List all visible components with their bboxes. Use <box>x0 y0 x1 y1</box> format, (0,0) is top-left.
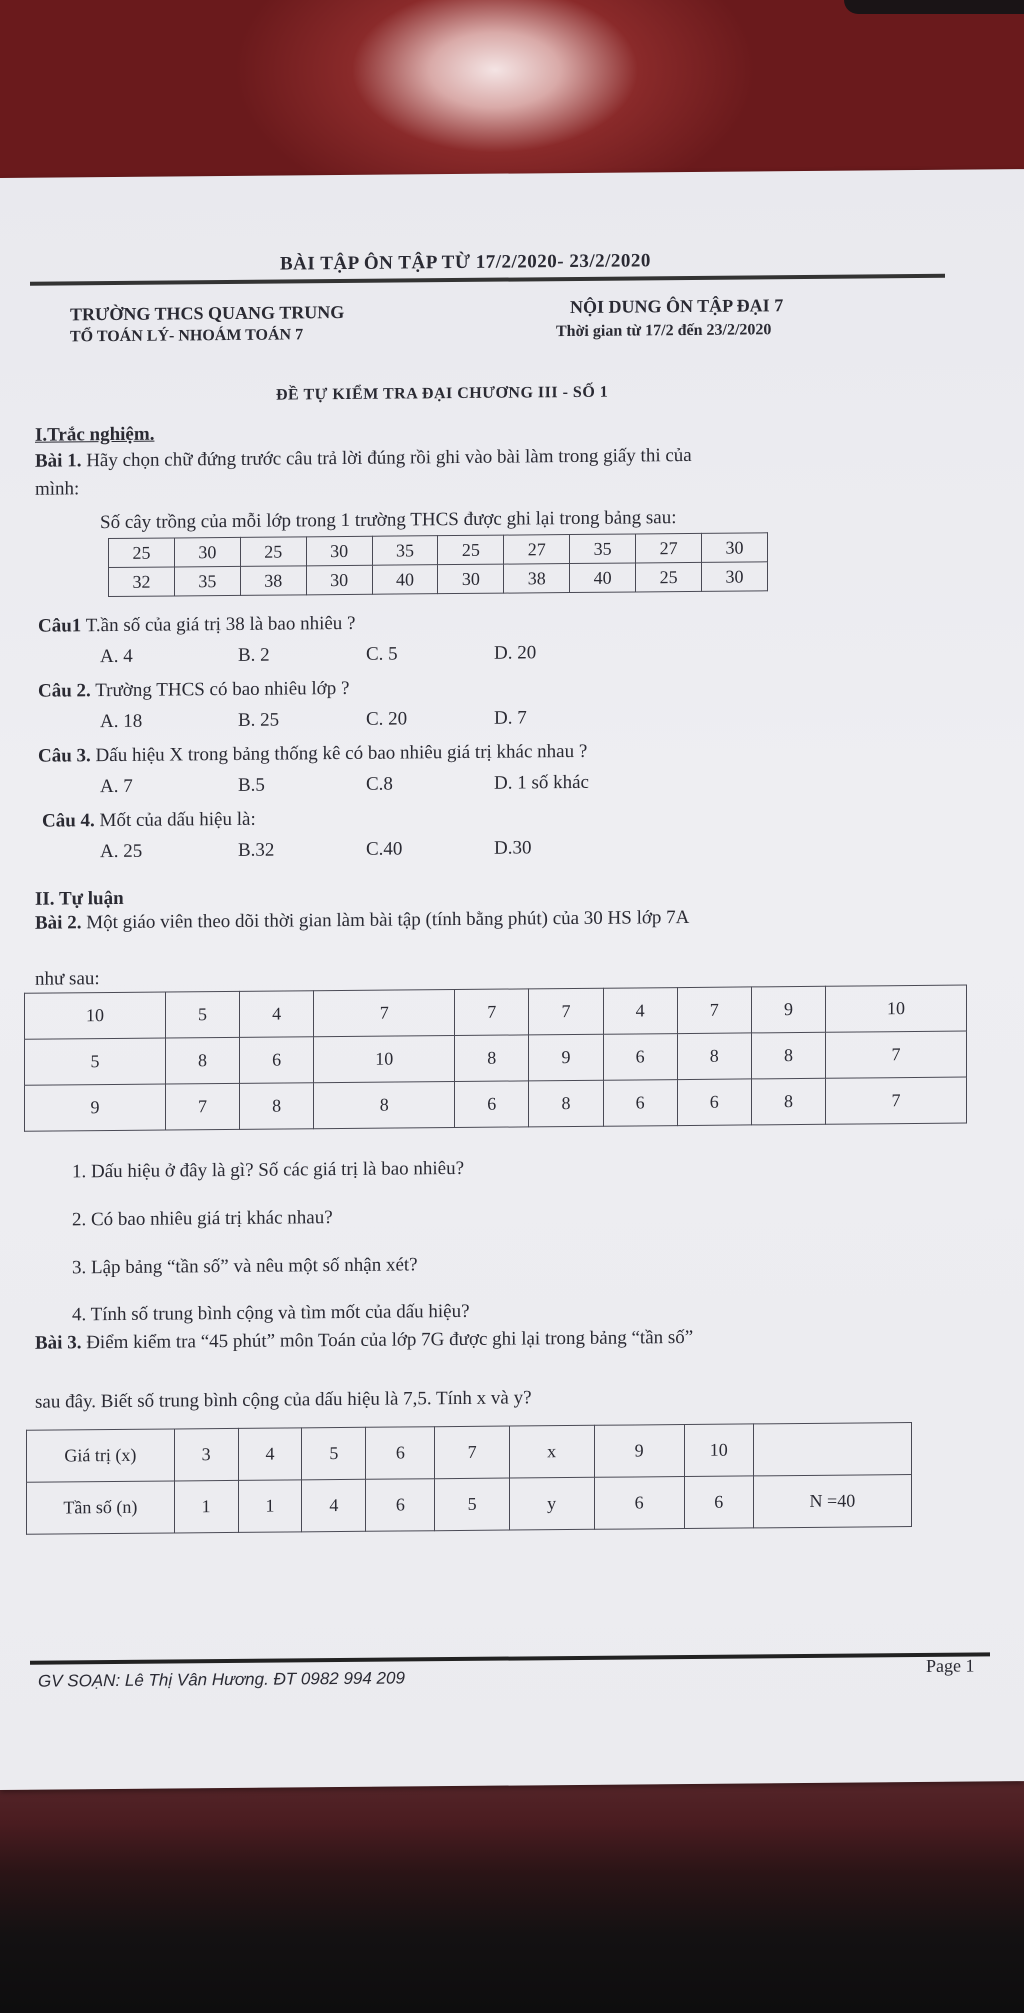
table-cell: 6 <box>677 1079 751 1126</box>
table-cell: 7 <box>529 988 603 1035</box>
table-cell: 8 <box>677 1033 751 1080</box>
header-rule <box>30 274 945 286</box>
exercise-1-text-cont: mình: <box>35 478 80 500</box>
school-name: TRƯỜNG THCS QUANG TRUNG <box>70 301 345 325</box>
content-title: NỘI DUNG ÔN TẬP ĐẠI 7 <box>570 295 784 318</box>
answer-option: A. 25 <box>100 840 143 863</box>
frequency-table <box>26 1422 912 1535</box>
table-cell: 40 <box>372 565 438 595</box>
table-cell: 10 <box>314 1036 455 1083</box>
table-cell: 6 <box>594 1477 684 1530</box>
list-item: 2. Có bao nhiêu giá trị khác nhau? <box>72 1207 333 1231</box>
table-row <box>25 1031 967 1085</box>
section-1-heading: I.Trắc nghiệm. <box>35 423 155 446</box>
table-cell: 30 <box>702 533 768 563</box>
table-cell: 5 <box>302 1427 366 1480</box>
table-cell: 30 <box>702 562 768 592</box>
table-cell: 8 <box>314 1082 455 1129</box>
table-cell: 1 <box>174 1480 238 1533</box>
table-cell: 30 <box>174 537 240 567</box>
table-cell: 25 <box>109 538 175 568</box>
answer-option: A. 4 <box>100 645 133 668</box>
table-cell: 32 <box>109 567 175 597</box>
table-cell: 5 <box>25 1038 166 1085</box>
list-item: 1. Dấu hiệu ở đây là gì? Số các giá trị là bao nhiêu? <box>72 1157 465 1183</box>
footer-rule <box>30 1652 990 1664</box>
table-cell: 8 <box>529 1080 603 1127</box>
exercise-1 <box>35 445 692 473</box>
question-label: Câu 2. <box>38 680 91 702</box>
section-2-heading: II. Tự luận <box>35 887 124 910</box>
question-label: Câu1 <box>38 615 82 637</box>
question <box>42 809 256 833</box>
table-row <box>27 1475 912 1535</box>
table-cell: 6 <box>366 1479 435 1532</box>
table-cell: 25 <box>636 562 702 592</box>
answer-option: A. 18 <box>100 710 143 733</box>
exercise-2-label: Bài 2. <box>35 912 82 934</box>
table-cell: x <box>509 1425 594 1478</box>
table-cell: 9 <box>751 986 825 1033</box>
table-cell: 27 <box>504 535 570 565</box>
footer-author: GV SOẠN: Lê Thị Vân Hương. ĐT 0982 994 209 <box>38 1668 405 1691</box>
table-cell: 35 <box>570 534 636 564</box>
table-row <box>25 985 967 1039</box>
list-item: 3. Lập bảng “tần số” và nêu một số nhận xét? <box>72 1254 418 1279</box>
answer-option: C. 20 <box>366 708 408 730</box>
homework-time-table <box>24 985 967 1132</box>
table-cell: 8 <box>751 1032 825 1079</box>
answer-option: D.30 <box>494 837 532 859</box>
answer-option: B. 2 <box>238 644 270 666</box>
table-cell: 10 <box>25 992 166 1039</box>
answer-option: D. 7 <box>494 707 527 729</box>
table-cell: 7 <box>677 987 751 1034</box>
table-cell: 35 <box>174 566 240 596</box>
table-cell <box>753 1423 911 1476</box>
question-label: Câu 3. <box>38 745 91 767</box>
table-row <box>25 1077 967 1131</box>
page-number: Page 1 <box>926 1655 975 1676</box>
question-label: Câu 4. <box>42 810 95 832</box>
exercise-2 <box>35 907 689 935</box>
table-cell: 38 <box>504 564 570 594</box>
table-cell: 9 <box>25 1084 166 1131</box>
table-cell: 5 <box>165 991 239 1038</box>
table-cell: Tần số (n) <box>27 1481 175 1534</box>
table-cell: 4 <box>302 1479 366 1532</box>
table-1-caption: Số cây trồng của mỗi lớp trong 1 trường THCS được ghi lại trong bảng sau: <box>100 507 677 534</box>
tree-count-table <box>108 532 768 597</box>
question-text: Trường THCS có bao nhiêu lớp ? <box>95 677 350 702</box>
exercise-3-text-cont: sau đây. Biết số trung bình cộng của dấu hiệu là 7,5. Tính x và y? <box>35 1387 532 1413</box>
department-name: TỔ TOÁN LÝ- NHOÁM TOÁN 7 <box>70 326 304 346</box>
table-cell: 7 <box>455 989 529 1036</box>
table-cell: 8 <box>751 1078 825 1125</box>
exercise-3-text: Điểm kiểm tra “45 phút” môn Toán của lớp 7G được ghi lại trong bảng “tần số” <box>86 1326 694 1354</box>
table-cell: 6 <box>603 1080 677 1127</box>
table-cell: y <box>509 1477 594 1530</box>
table-cell: 6 <box>684 1476 753 1529</box>
table-cell: 4 <box>240 991 314 1038</box>
table-cell: N =40 <box>753 1475 911 1528</box>
test-title: ĐỀ TỰ KIỂM TRA ĐẠI CHƯƠNG III - SỐ 1 <box>276 383 609 404</box>
table-cell: Giá trị (x) <box>27 1429 175 1482</box>
table-row <box>109 562 768 597</box>
table-cell: 4 <box>238 1428 302 1481</box>
table-cell: 35 <box>372 536 438 566</box>
table-cell: 3 <box>174 1428 238 1481</box>
table-cell: 7 <box>826 1031 967 1078</box>
table-cell: 40 <box>570 563 636 593</box>
answer-option: D. 20 <box>494 642 537 664</box>
exercise-2-text-cont: như sau: <box>35 968 100 990</box>
answer-option: C. 5 <box>366 643 398 665</box>
table-cell: 30 <box>306 565 372 595</box>
document-page <box>0 169 1024 1790</box>
table-cell: 6 <box>366 1427 435 1480</box>
list-item: 4. Tính số trung bình cộng và tìm mốt của dấu hiệu? <box>72 1300 470 1326</box>
table-cell: 27 <box>636 533 702 563</box>
table-cell: 10 <box>826 985 967 1032</box>
table-row <box>27 1423 912 1483</box>
question-text: Mốt của dấu hiệu là: <box>99 808 256 832</box>
table-cell: 8 <box>165 1037 239 1084</box>
exercise-3 <box>35 1327 693 1355</box>
question <box>38 613 356 638</box>
table-cell: 9 <box>594 1425 684 1478</box>
table-cell: 38 <box>240 566 306 596</box>
exercise-1-text: Hãy chọn chữ đứng trước câu trả lời đúng rồi ghi vào bài làm trong giấy thi của <box>86 444 692 472</box>
table-cell: 7 <box>165 1083 239 1130</box>
answer-option: B.32 <box>238 839 275 861</box>
table-cell: 6 <box>603 1034 677 1081</box>
table-cell: 5 <box>435 1478 509 1531</box>
table-cell: 25 <box>438 535 504 565</box>
answer-option: D. 1 số khác <box>494 771 589 794</box>
answer-option: A. 7 <box>100 775 133 798</box>
question-text: Dấu hiệu X trong bảng thống kê có bao nhiêu giá trị khác nhau ? <box>95 740 588 767</box>
exercise-2-text: Một giáo viên theo dõi thời gian làm bài tập (tính bằng phút) của 30 HS lớp 7A <box>86 906 690 934</box>
table-cell: 7 <box>435 1426 509 1479</box>
document-title: BÀI TẬP ÔN TẬP TỪ 17/2/2020- 23/2/2020 <box>280 250 651 275</box>
question <box>38 678 349 703</box>
exercise-1-label: Bài 1. <box>35 450 82 472</box>
table-cell: 7 <box>314 990 455 1037</box>
table-cell: 25 <box>240 537 306 567</box>
table-cell: 4 <box>603 988 677 1035</box>
table-cell: 6 <box>455 1081 529 1128</box>
content-dates: Thời gian từ 17/2 đến 23/2/2020 <box>556 321 772 341</box>
table-cell: 10 <box>684 1424 753 1477</box>
exercise-3-label: Bài 3. <box>35 1332 82 1354</box>
answer-option: C.40 <box>366 838 403 860</box>
answer-option: B.5 <box>238 774 265 796</box>
table-cell: 9 <box>529 1034 603 1081</box>
question-text: T.ần số của giá trị 38 là bao nhiêu ? <box>85 612 356 637</box>
table-cell: 30 <box>438 564 504 594</box>
answer-option: B. 25 <box>238 709 280 731</box>
table-cell: 8 <box>455 1035 529 1082</box>
answer-option: C.8 <box>366 773 393 795</box>
table-cell: 8 <box>240 1083 314 1130</box>
question <box>38 741 587 768</box>
table-cell: 1 <box>238 1480 302 1533</box>
table-cell: 7 <box>826 1077 967 1124</box>
table-cell: 30 <box>306 536 372 566</box>
table-cell: 6 <box>240 1037 314 1084</box>
